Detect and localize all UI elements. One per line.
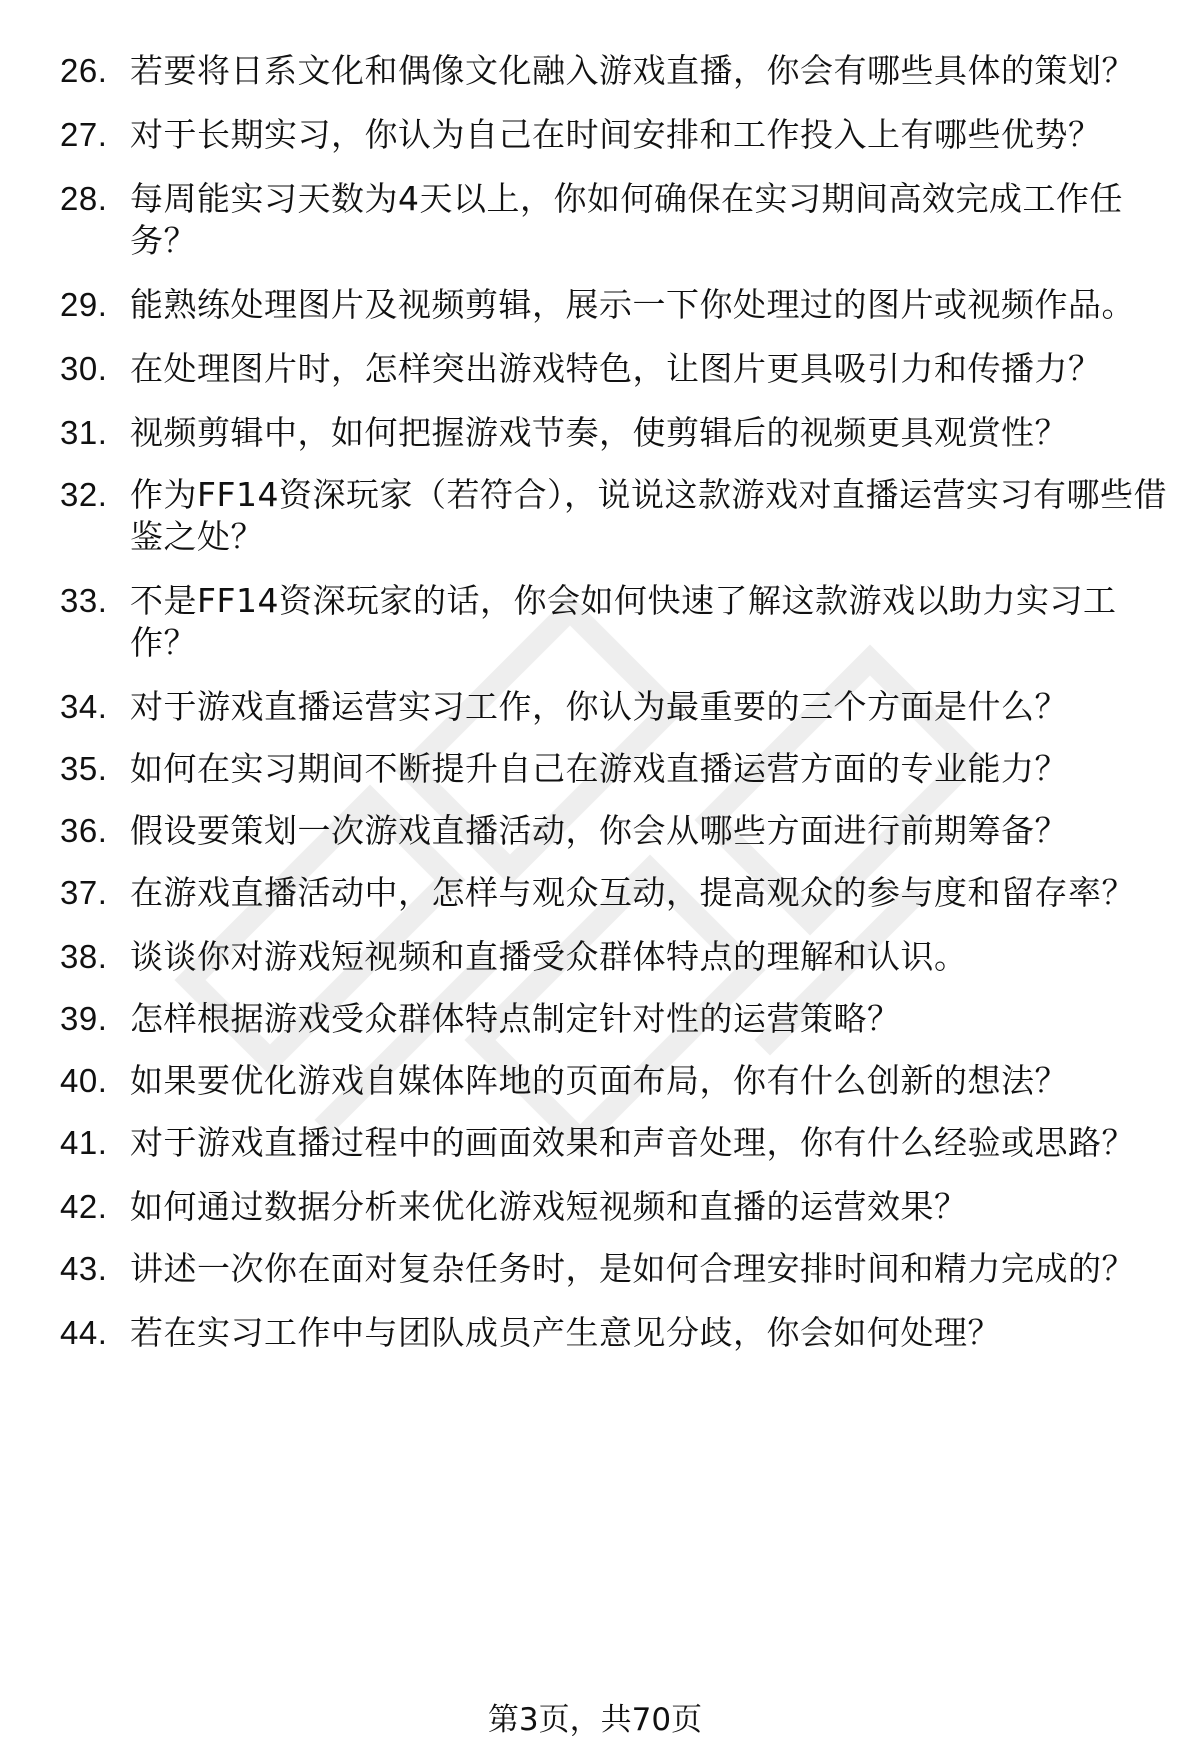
question-number: 40. [60,1062,108,1099]
question-number: 36. [60,812,108,849]
question-number: 44. [60,1314,108,1351]
question-number: 38. [60,938,108,975]
question-item [0,936,1190,978]
question-item [0,810,1190,852]
question-list [0,50,1190,1374]
question-item [0,348,1190,390]
question-item [0,178,1190,262]
question-text: 在游戏直播活动中，怎样与观众互动，提高观众的参与度和留存率？ [130,873,1135,912]
question-number: 27. [60,116,108,153]
question-number: 42. [60,1188,108,1225]
question-number: 26. [60,52,108,89]
question-number: 33. [60,582,108,619]
question-text: 每周能实习天数为4天以上，你如何确保在实习期间高效完成工作任务？ [130,179,1123,260]
question-text: 如果要优化游戏自媒体阵地的页面布局，你有什么创新的想法？ [130,1061,1068,1100]
question-item [0,748,1190,790]
question-text: 对于长期实习，你认为自己在时间安排和工作投入上有哪些优势？ [130,115,1102,154]
question-text: 如何通过数据分析来优化游戏短视频和直播的运营效果？ [130,1187,968,1226]
question-item [0,1312,1190,1354]
question-item [0,872,1190,914]
question-text: 对于游戏直播运营实习工作，你认为最重要的三个方面是什么？ [130,687,1068,726]
question-number: 29. [60,286,108,323]
question-number: 30. [60,350,108,387]
question-text: 谈谈你对游戏短视频和直播受众群体特点的理解和认识。 [130,937,968,976]
question-text: 讲述一次你在面对复杂任务时，是如何合理安排时间和精力完成的？ [130,1249,1135,1288]
question-number: 28. [60,180,108,217]
question-text: 如何在实习期间不断提升自己在游戏直播运营方面的专业能力？ [130,749,1068,788]
question-item [0,580,1190,664]
question-item [0,1122,1190,1164]
question-text: 能熟练处理图片及视频剪辑，展示一下你处理过的图片或视频作品。 [130,285,1135,324]
question-number: 37. [60,874,108,911]
question-text: 假设要策划一次游戏直播活动，你会从哪些方面进行前期筹备？ [130,811,1068,850]
question-item [0,1186,1190,1228]
question-item [0,474,1190,558]
question-number: 35. [60,750,108,787]
question-item [0,284,1190,326]
question-item [0,50,1190,92]
question-text: 视频剪辑中，如何把握游戏节奏，使剪辑后的视频更具观赏性？ [130,413,1068,452]
question-item [0,686,1190,728]
question-text: 作为FF14资深玩家（若符合），说说这款游戏对直播运营实习有哪些借鉴之处？ [130,475,1167,556]
question-item [0,412,1190,454]
question-number: 34. [60,688,108,725]
page-number-footer: 第3页，共70页 [487,1702,703,1738]
question-text: 若要将日系文化和偶像文化融入游戏直播，你会有哪些具体的策划？ [130,51,1135,90]
question-number: 32. [60,476,108,513]
question-text: 怎样根据游戏受众群体特点制定针对性的运营策略？ [130,999,901,1038]
question-item [0,114,1190,156]
question-number: 43. [60,1250,108,1287]
question-item [0,1248,1190,1290]
question-item [0,1060,1190,1102]
question-item [0,998,1190,1040]
question-number: 31. [60,414,108,451]
question-text: 对于游戏直播过程中的画面效果和声音处理，你有什么经验或思路？ [130,1123,1135,1162]
question-text: 在处理图片时，怎样突出游戏特色，让图片更具吸引力和传播力？ [130,349,1102,388]
question-text: 不是FF14资深玩家的话，你会如何快速了解这款游戏以助力实习工作？ [130,581,1117,662]
question-text: 若在实习工作中与团队成员产生意见分歧，你会如何处理？ [130,1313,1001,1352]
question-number: 39. [60,1000,108,1037]
question-number: 41. [60,1124,108,1161]
